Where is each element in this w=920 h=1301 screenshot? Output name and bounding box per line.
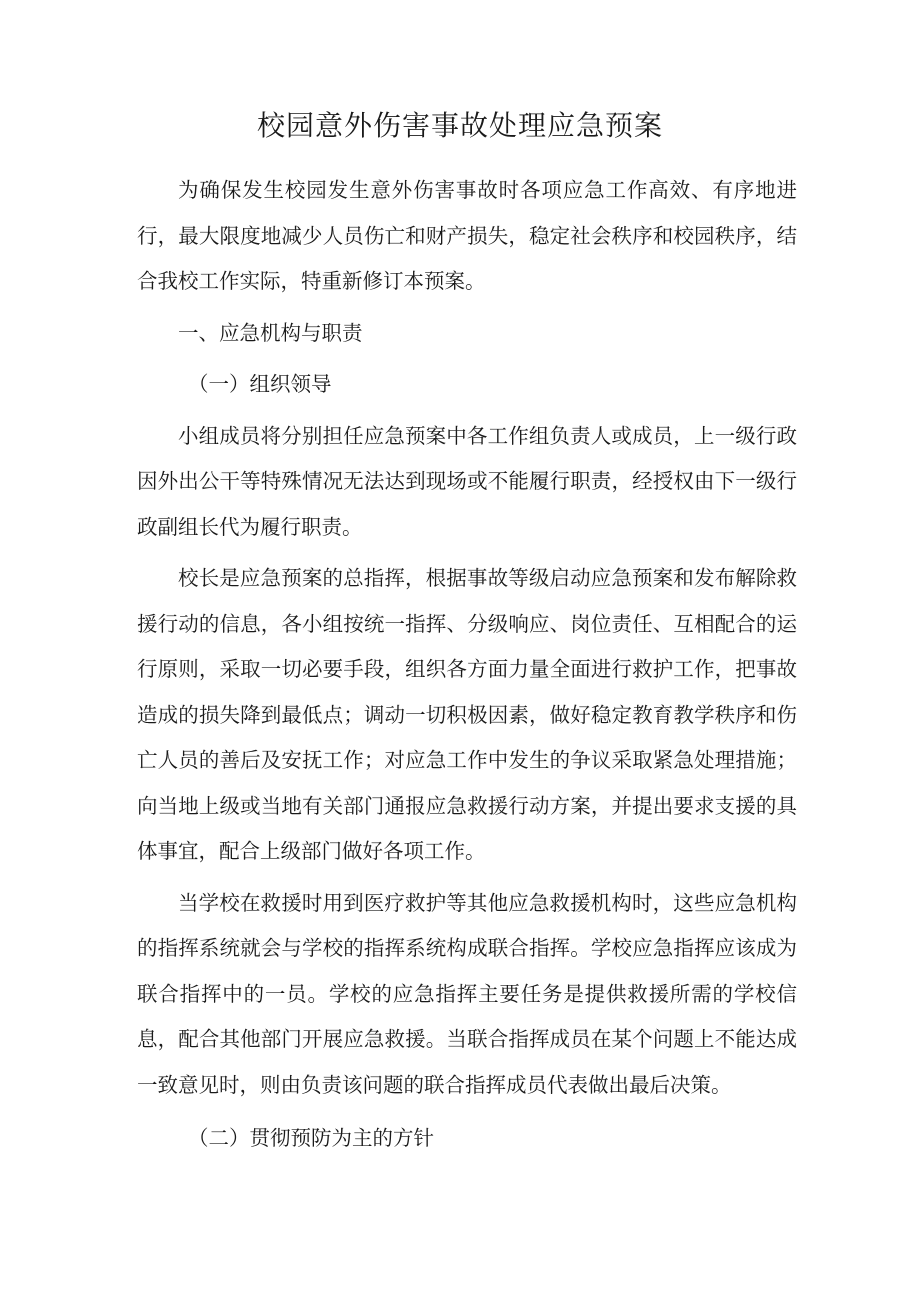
- document-body: [137, 168, 797, 1162]
- document-title: 校园意外伤害事故处理应急预案: [256, 109, 663, 142]
- intro-paragraph: 为确保发生校园发生意外伤害事故时各项应急工作高效、有序地进行，最大限度地减少人员伤亡和财产损失，稳定社会秩序和校园秩序，结合我校工作实际，特重新修订本预案。: [137, 178, 797, 293]
- subsection-heading-2: （二）贯彻预防为主的方针: [188, 1126, 434, 1150]
- subsection-heading-1: （一）组织领导: [188, 372, 332, 396]
- paragraph-joint-command: 当学校在救援时用到医疗救护等其他应急救援机构时，这些应急机构的指挥系统就会与学校的指挥系统构成联合指挥。学校应急指挥应该成为联合指挥中的一员。学校的应急指挥主要任务是提供救援所需的学校信息，配合其他部门开展应急救援。当联合指挥成员在某个问题上不能达成一致意见时，则由负责该问题的联合指挥成员代表做出最后决策。: [137, 890, 797, 1097]
- paragraph-members: 小组成员将分别担任应急预案中各工作组负责人或成员，上一级行政因外出公干等特殊情况无法达到现场或不能履行职责，经授权由下一级行政副组长代为履行职责。: [137, 423, 797, 539]
- section-heading-1: 一、应急机构与职责: [178, 320, 363, 345]
- paragraph-principal: 校长是应急预案的总指挥，根据事故等级启动应急预案和发布解除救援行动的信息，各小组按统一指挥、分级响应、岗位责任、互相配合的运行原则，采取一切必要手段，组织各方面力量全面进行救护工作，把事故造成的损失降到最低点；调动一切积极因素，做好稳定教育教学秩序和伤亡人员的善后及安抚工作；对应急工作中发生的争议采取紧急处理措施；向当地上级或当地有关部门通报应急救援行动方案，并提出要求支援的具体事宜，配合上级部门做好各项工作。: [137, 566, 797, 863]
